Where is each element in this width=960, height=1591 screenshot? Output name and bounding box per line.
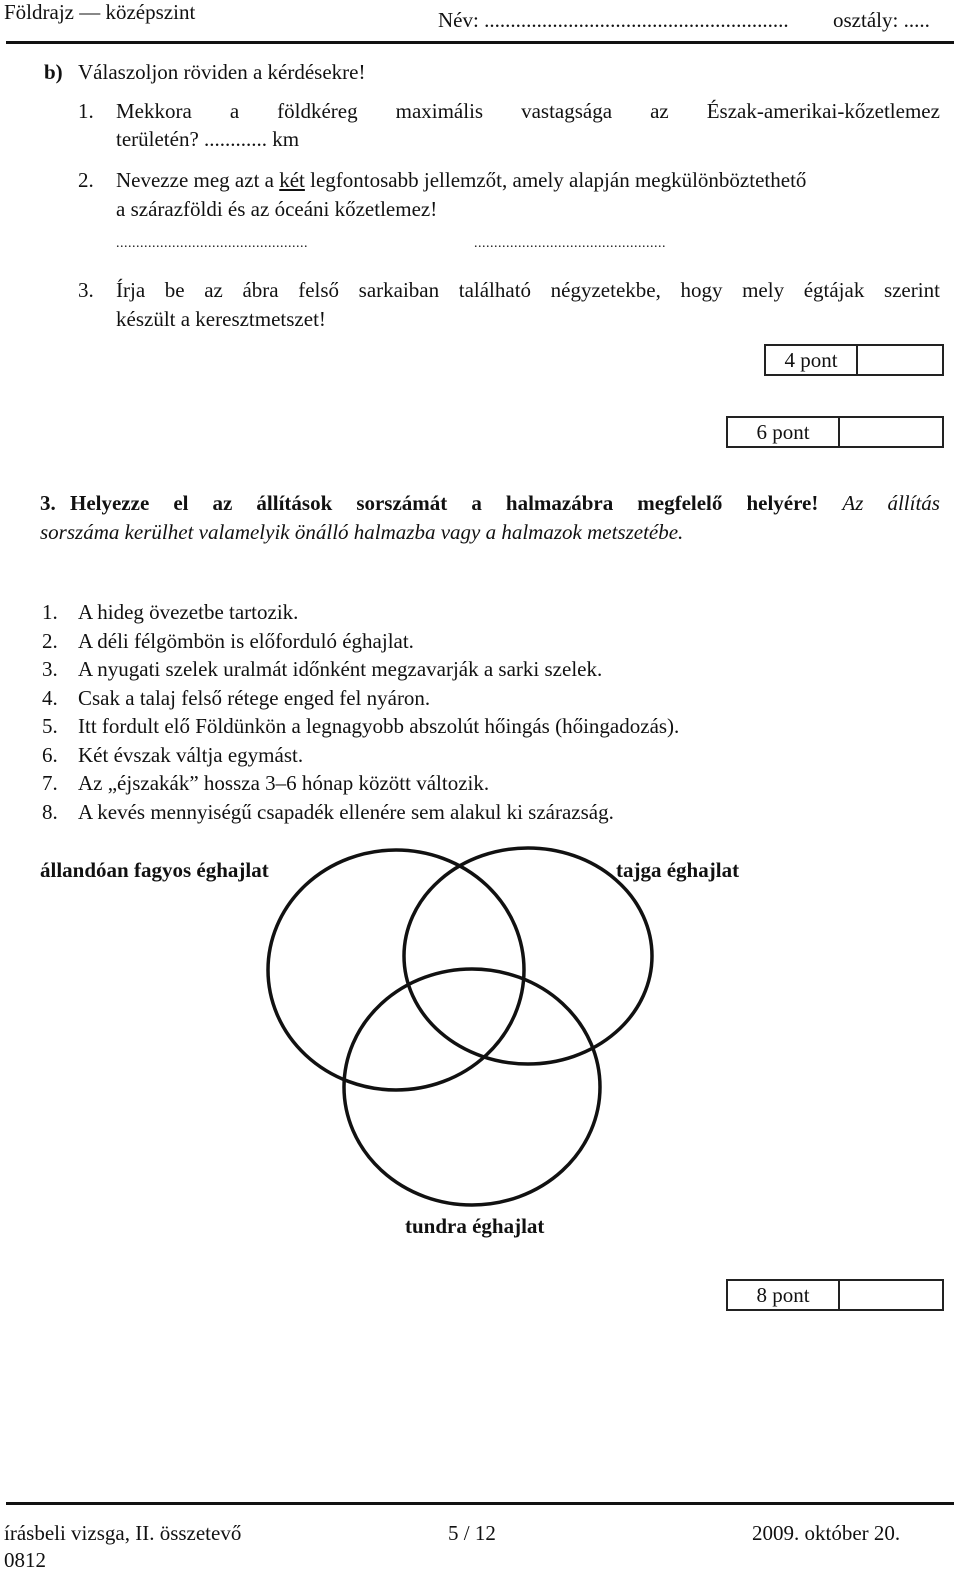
question-1-line2: területén? ............ km (116, 127, 300, 151)
question-2-number: 2. (78, 168, 94, 192)
item-number: 7. (42, 771, 58, 795)
word: négyzetekbe, (550, 278, 661, 302)
word: szerint (883, 278, 940, 302)
word: égtájak (803, 278, 865, 302)
footer-code: 0812 (4, 1548, 46, 1572)
word: Helyezze (70, 491, 150, 515)
word: az (204, 278, 223, 302)
word: Az (842, 491, 864, 515)
item-text: Itt fordult elő Földünkön a legnagyobb abszolút hőingás (hőingadozás). (78, 714, 680, 738)
word: hogy (680, 278, 723, 302)
item-number: 4. (42, 685, 58, 710)
word: sorszámát (356, 491, 448, 515)
text: Nevezze meg azt a (116, 168, 280, 192)
item-text: A kevés mennyiségű csapadék ellenére sem alakul ki szárazság. (78, 799, 614, 824)
item-text: Két évszak váltja egymást. (78, 742, 304, 767)
item-number: 8. (42, 799, 58, 824)
word: vastagsága (521, 99, 613, 123)
venn-label-bottom: tundra éghajlat (405, 1214, 545, 1238)
word: található (458, 278, 532, 302)
score-box-label: 8 pont (728, 1281, 840, 1309)
score-box-label: 4 pont (766, 346, 858, 374)
word: maximális (395, 99, 484, 123)
word: Írja (116, 278, 146, 302)
question-2-line2: a szárazföldi és az óceáni kőzetlemez! (116, 197, 438, 221)
item-number: 5. (42, 714, 58, 738)
word: helyére! (746, 491, 819, 515)
word: a (471, 491, 482, 515)
venn-circle-bottom[interactable] (344, 969, 600, 1205)
header-name-field: Név: .......................................................... (438, 8, 789, 32)
word: Mekkora (116, 99, 192, 123)
item-number: 2. (42, 628, 58, 653)
task-3-instruction-line2: sorszáma kerülhet valamelyik önálló halmazba vagy a halmazok metszetébe. (40, 520, 684, 544)
word: az (212, 491, 233, 515)
word: az (650, 99, 669, 123)
word: Észak-amerikai-kőzetlemez (706, 99, 940, 123)
word: el (173, 491, 189, 515)
footer-exam-label: írásbeli vizsga, II. összetevő (4, 1521, 242, 1545)
word: állítás (887, 491, 940, 515)
item-number: 1. (42, 600, 58, 624)
venn-label-right: tajga éghajlat (616, 858, 740, 882)
item-text: Csak a talaj felső rétege enged fel nyáron. (78, 685, 431, 710)
footer-rule (6, 1502, 954, 1505)
word: ábra (242, 278, 279, 302)
score-box-label: 6 pont (728, 418, 840, 446)
question-3-line2: készült a keresztmetszet! (116, 307, 326, 331)
question-3-number: 3. (78, 278, 94, 302)
word: sarkaiban (358, 278, 440, 302)
header-subject: Földrajz — középszint (4, 0, 196, 24)
score-box-field[interactable] (840, 1281, 942, 1309)
text: legfontosabb jellemzőt, amely alapján megkülönböztethető (304, 168, 807, 192)
footer-page-number: 5 / 12 (448, 1521, 496, 1545)
section-label: b) (44, 60, 63, 84)
item-number: 3. (42, 657, 58, 681)
item-text: Az „éjszakák” hossza 3–6 hónap között változik. (78, 771, 490, 795)
section-prompt: Válaszoljon röviden a kérdésekre! (78, 60, 366, 84)
word: földkéreg (277, 99, 358, 123)
item-text: A déli félgömbön is előforduló éghajlat. (78, 628, 414, 653)
word: megfelelő (637, 491, 723, 515)
item-number: 6. (42, 742, 58, 767)
item-text: A nyugati szelek uralmát időnként megzavarják a sarki szelek. (78, 657, 603, 681)
footer-date: 2009. október 20. (752, 1521, 901, 1545)
task-3-number: 3. (40, 491, 56, 515)
word: halmazábra (505, 491, 614, 515)
word: felső (298, 278, 340, 302)
answer-line-b: ................................................ (474, 236, 666, 251)
venn-label-left: állandóan fagyos éghajlat (40, 858, 269, 882)
score-box-8 (726, 1279, 944, 1311)
venn-circle-right[interactable] (404, 848, 652, 1064)
word: mely (742, 278, 785, 302)
word: állítások (256, 491, 333, 515)
word: be (164, 278, 185, 302)
item-text: A hideg övezetbe tartozik. (78, 600, 299, 624)
question-1-number: 1. (78, 99, 94, 123)
word: a (229, 99, 240, 123)
answer-line-a: ................................................ (116, 236, 308, 251)
header-class-field: osztály: ..... (833, 8, 930, 32)
emphasis: két (279, 168, 305, 192)
